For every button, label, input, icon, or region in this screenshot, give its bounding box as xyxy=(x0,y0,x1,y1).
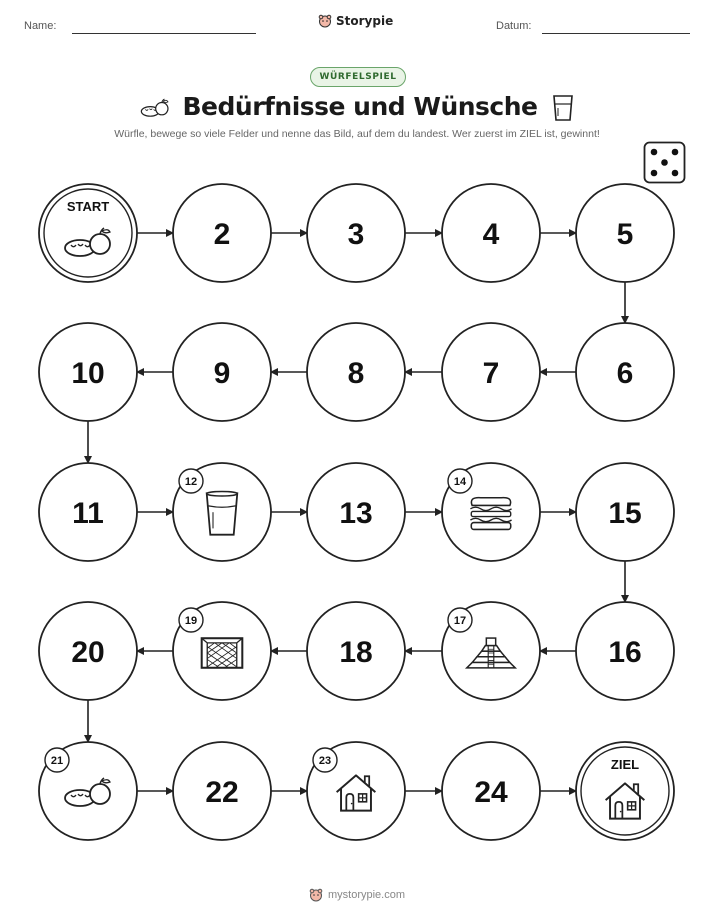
field-number-badge: 23 xyxy=(318,755,332,767)
field-number: 13 xyxy=(339,497,373,530)
board-field-11 xyxy=(39,463,137,561)
date-label: Datum: xyxy=(496,20,532,32)
page-title-text: Bedürfnisse und Wünsche xyxy=(182,92,538,121)
finish-field xyxy=(576,742,674,840)
field-number: 7 xyxy=(482,357,500,390)
board-field-2 xyxy=(173,184,271,282)
field-number: 11 xyxy=(72,497,104,530)
finish-label: ZIEL xyxy=(610,757,640,772)
storypie-mascot-icon xyxy=(309,888,323,902)
soccer-goal-icon xyxy=(202,638,243,668)
board-field-22 xyxy=(173,742,271,840)
field-number: 5 xyxy=(616,218,634,251)
instructions: Würfle, bewege so viele Felder und nenne das Bild, auf dem du landest. Wer zuerst im ZIEL ist, gewinnt! xyxy=(114,128,600,140)
field-number: 18 xyxy=(339,636,373,669)
start-field xyxy=(39,184,137,282)
field-number: 16 xyxy=(608,636,642,669)
field-number: 8 xyxy=(347,357,365,390)
board-field-3 xyxy=(307,184,405,282)
board-field-12 xyxy=(173,463,271,561)
game-type-badge: WÜRFELSPIEL xyxy=(310,67,406,87)
field-number: 15 xyxy=(608,497,642,530)
board-field-18 xyxy=(307,602,405,700)
board-field-23 xyxy=(307,742,405,840)
field-number: 2 xyxy=(213,218,231,251)
board-field-5 xyxy=(576,184,674,282)
board-field-9 xyxy=(173,323,271,421)
board-field-10 xyxy=(39,323,137,421)
board-field-24 xyxy=(442,742,540,840)
brand-name: Storypie xyxy=(336,14,394,28)
board-field-19 xyxy=(173,602,271,700)
field-number: 6 xyxy=(616,357,634,390)
footer-url: mystorypie.com xyxy=(327,889,406,901)
board-field-15 xyxy=(576,463,674,561)
field-number: 22 xyxy=(205,776,239,809)
start-label: START xyxy=(66,199,110,214)
board-field-16 xyxy=(576,602,674,700)
board-field-14 xyxy=(442,463,540,561)
field-number: 3 xyxy=(347,218,365,251)
sandwich-icon xyxy=(470,498,511,530)
board-field-4 xyxy=(442,184,540,282)
board-field-8 xyxy=(307,323,405,421)
field-number-badge: 21 xyxy=(50,755,64,767)
board-cells xyxy=(39,184,674,840)
dice-icon xyxy=(645,143,685,183)
field-number: 24 xyxy=(474,776,508,809)
name-label: Name: xyxy=(24,20,57,32)
board-field-20 xyxy=(39,602,137,700)
board-field-21 xyxy=(39,742,137,840)
field-number: 9 xyxy=(213,357,231,390)
board-field-13 xyxy=(307,463,405,561)
board-field-17 xyxy=(442,602,540,700)
field-number-badge: 12 xyxy=(184,476,198,488)
water-glass-icon xyxy=(207,492,238,535)
board-field-7 xyxy=(442,323,540,421)
field-number-badge: 14 xyxy=(453,476,467,488)
field-number: 4 xyxy=(482,218,500,251)
board-field-6 xyxy=(576,323,674,421)
footer xyxy=(0,888,714,902)
field-number-badge: 19 xyxy=(184,615,198,627)
field-number-badge: 17 xyxy=(453,615,467,627)
field-number: 10 xyxy=(71,357,105,390)
field-number: 20 xyxy=(71,636,105,669)
